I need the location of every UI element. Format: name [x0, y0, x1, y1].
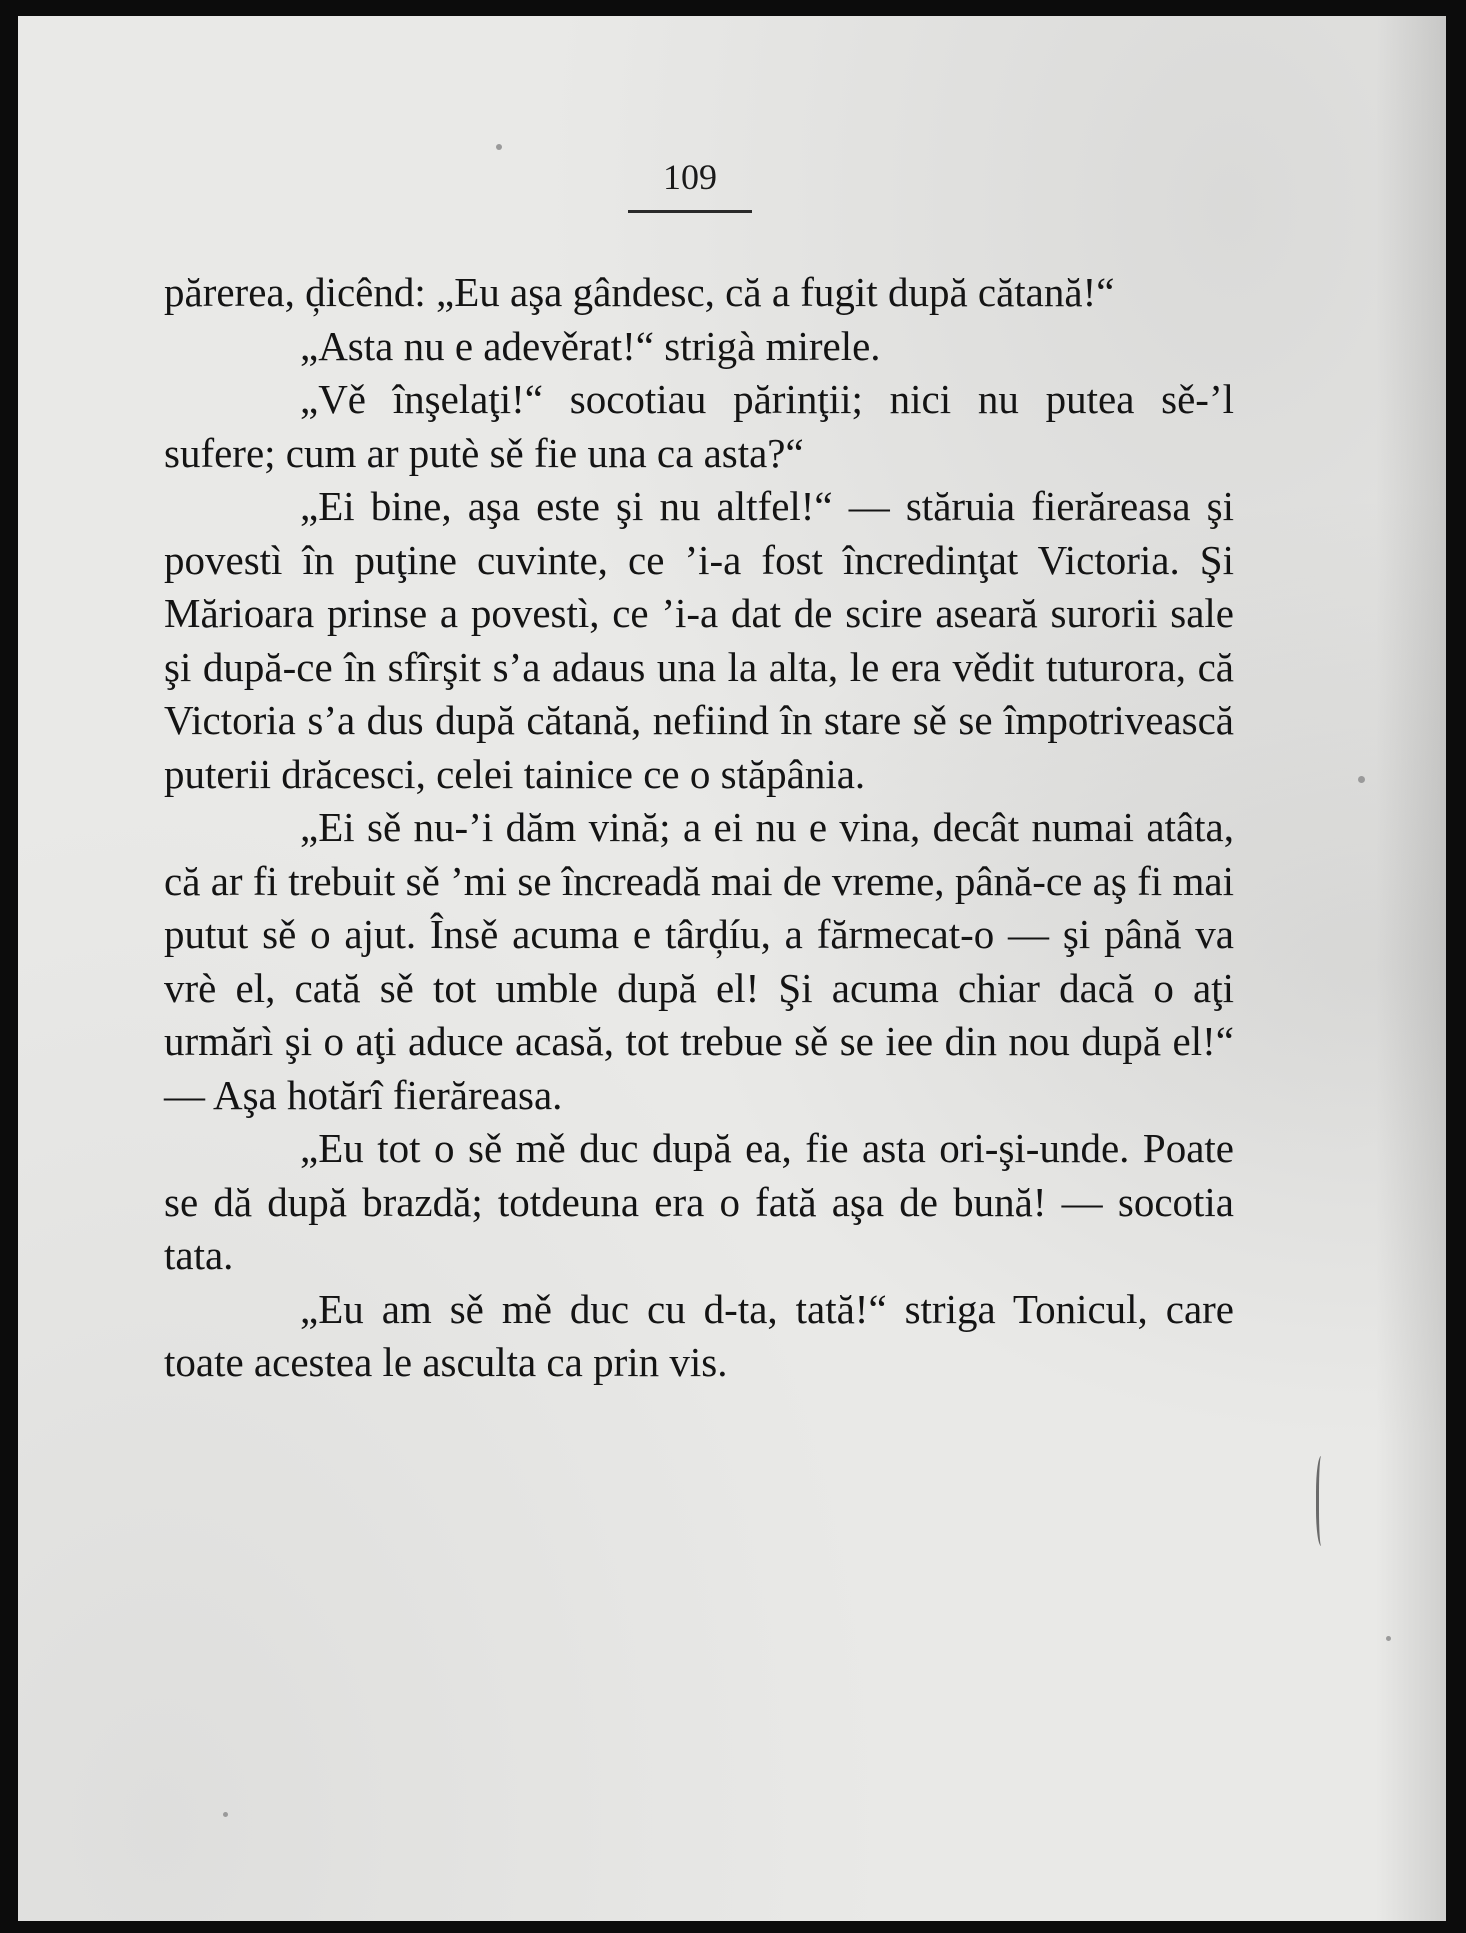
paragraph: „Asta nu e adevěrat!“ strigà mirele. — [300, 322, 881, 369]
page-number-rule — [628, 210, 752, 213]
speck — [496, 144, 502, 150]
speck — [1358, 776, 1365, 783]
page-number: 109 — [663, 157, 717, 197]
paragraph: „Ei sě nu-’i dăm vină; a ei nu e vina, decât numai atâta, că ar fi trebuit sě ’mi se încreadă mai de vreme, până-ce aş fi mai putut sě o ajut. Însě acuma e târḑíu, a fărmecat-o — şi până va vrè el, cată sě tot umble după el! Şi acuma chiar dacă o aţi urmărì şi o aţi aduce acasă, tot trebue sě se iee din nou după el!“ — Aşa hotărî fierăreasa. — [164, 804, 1234, 1118]
paragraph: „Vě înşelaţi!“ socotiau părinţii; nici nu putea sě-’l sufere; cum ar putè sě fie una ca asta?“ — [164, 376, 1234, 476]
speck — [223, 1812, 228, 1817]
ink-bleed-mark — [1316, 1456, 1329, 1546]
paragraph: „Eu tot o sě mě duc după ea, fie asta ori-şi-unde. Poate se dă după brazdă; totdeuna era o fată aşa de bună! — socotia tata. — [164, 1125, 1234, 1278]
speck — [1386, 1636, 1391, 1641]
paragraph: părerea, ḑicênd: „Eu aşa gândesc, că a fugit după cătană!“ — [164, 269, 1115, 315]
body-text — [164, 266, 1234, 1390]
paragraph: „Ei bine, aşa este şi nu altfel!“ — stăruia fierăreasa şi povestì în puţine cuvinte, ce ’i-a fost încredinţat Victoria. Şi Mărioara prinse a povestì, ce ’i-a dat de scire aseară surorii sale şi după-ce în sfîrşit s’a adaus una la alta, le era vědit tuturora, că Victoria s’a dus după cătană, nefiind în stare sě se împotrivească puterii drăcesci, celei tainice ce o stăpânia. — [164, 483, 1234, 797]
paragraph: „Eu am sě mě duc cu d-ta, tată!“ striga Tonicul, care toate acestea le asculta ca prin vis. — [164, 1285, 1234, 1385]
book-page — [18, 16, 1446, 1921]
